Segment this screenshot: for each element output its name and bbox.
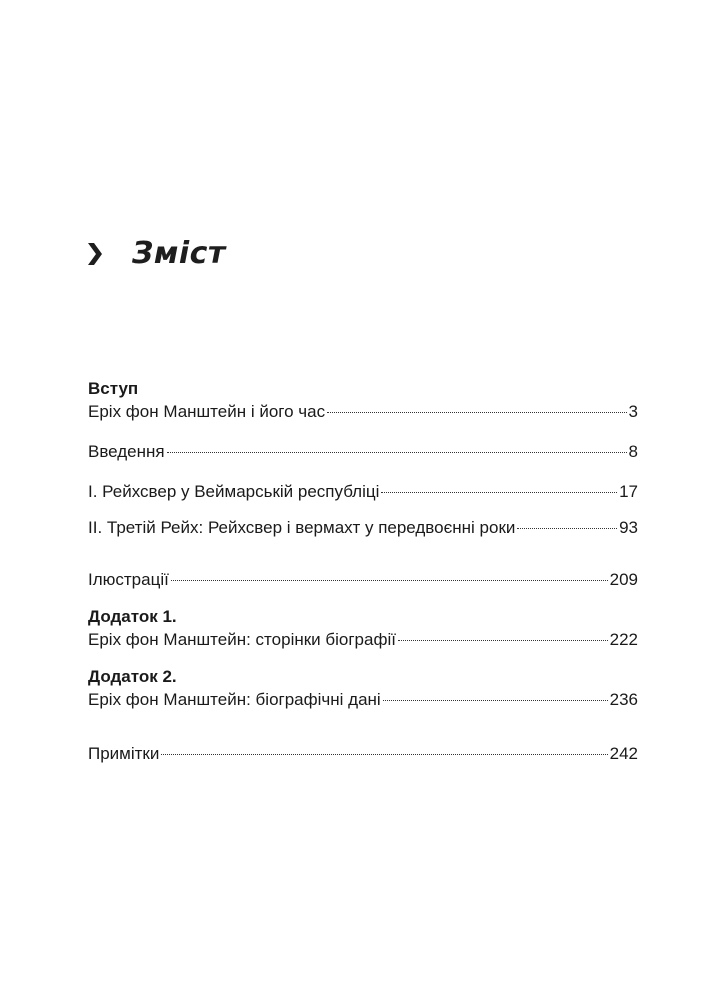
toc-page-number: 209	[609, 570, 638, 589]
toc-line	[88, 516, 638, 540]
toc-entry-notes[interactable]	[88, 742, 638, 766]
toc-line	[88, 628, 638, 652]
toc-entry-illustrations[interactable]	[88, 568, 638, 592]
toc-entry-appendix-2[interactable]	[88, 666, 638, 712]
toc-entry-title: II. Третій Рейх: Рейхсвер і вермахт у передвоєнні роки	[88, 518, 516, 537]
toc-page-number: 8	[628, 442, 638, 461]
toc-page-number: 93	[619, 518, 638, 537]
page-title: Зміст	[132, 236, 226, 271]
dot-leader	[383, 700, 608, 701]
toc-entry-chapter-2[interactable]	[88, 516, 638, 540]
toc-line	[88, 400, 638, 424]
dot-leader	[167, 452, 627, 453]
dot-leader	[381, 492, 617, 493]
toc-line	[88, 440, 638, 464]
dot-leader	[398, 640, 608, 641]
toc-page-number: 242	[609, 744, 638, 763]
toc-entry-title: Еріх фон Манштейн і його час	[88, 402, 326, 421]
dot-leader	[171, 580, 608, 581]
toc-line	[88, 480, 638, 504]
chevron-right-icon	[88, 243, 102, 265]
toc-entry-chapter-1[interactable]	[88, 480, 638, 504]
toc-entry-title: Примітки	[88, 744, 160, 763]
toc-entry-title: Ілюстрації	[88, 570, 169, 589]
toc-page-number: 236	[609, 690, 638, 709]
contents-heading	[88, 236, 226, 271]
toc-entry-appendix-1[interactable]	[88, 606, 638, 652]
dot-leader	[161, 754, 607, 755]
toc-entry-vvedennia[interactable]	[88, 440, 638, 464]
toc-section-label: Додаток 1.	[88, 607, 177, 626]
toc-entry-title: I. Рейхсвер у Веймарській республіці	[88, 482, 380, 501]
toc-line	[88, 688, 638, 712]
toc-line	[88, 742, 638, 766]
toc-entry-title: Еріх фон Манштейн: біографічні дані	[88, 690, 381, 709]
toc-section-label: Вступ	[88, 379, 139, 398]
toc-page-number: 17	[619, 482, 638, 501]
toc-line	[88, 568, 638, 592]
toc-entry-title: Введення	[88, 442, 165, 461]
toc-page-number: 3	[628, 402, 638, 421]
toc-entry-title: Еріх фон Манштейн: сторінки біографії	[88, 630, 396, 649]
toc-entry-intro[interactable]	[88, 378, 638, 424]
dot-leader	[517, 528, 617, 529]
dot-leader	[327, 412, 626, 413]
toc-page-number: 222	[609, 630, 638, 649]
toc-section-label: Додаток 2.	[88, 667, 177, 686]
